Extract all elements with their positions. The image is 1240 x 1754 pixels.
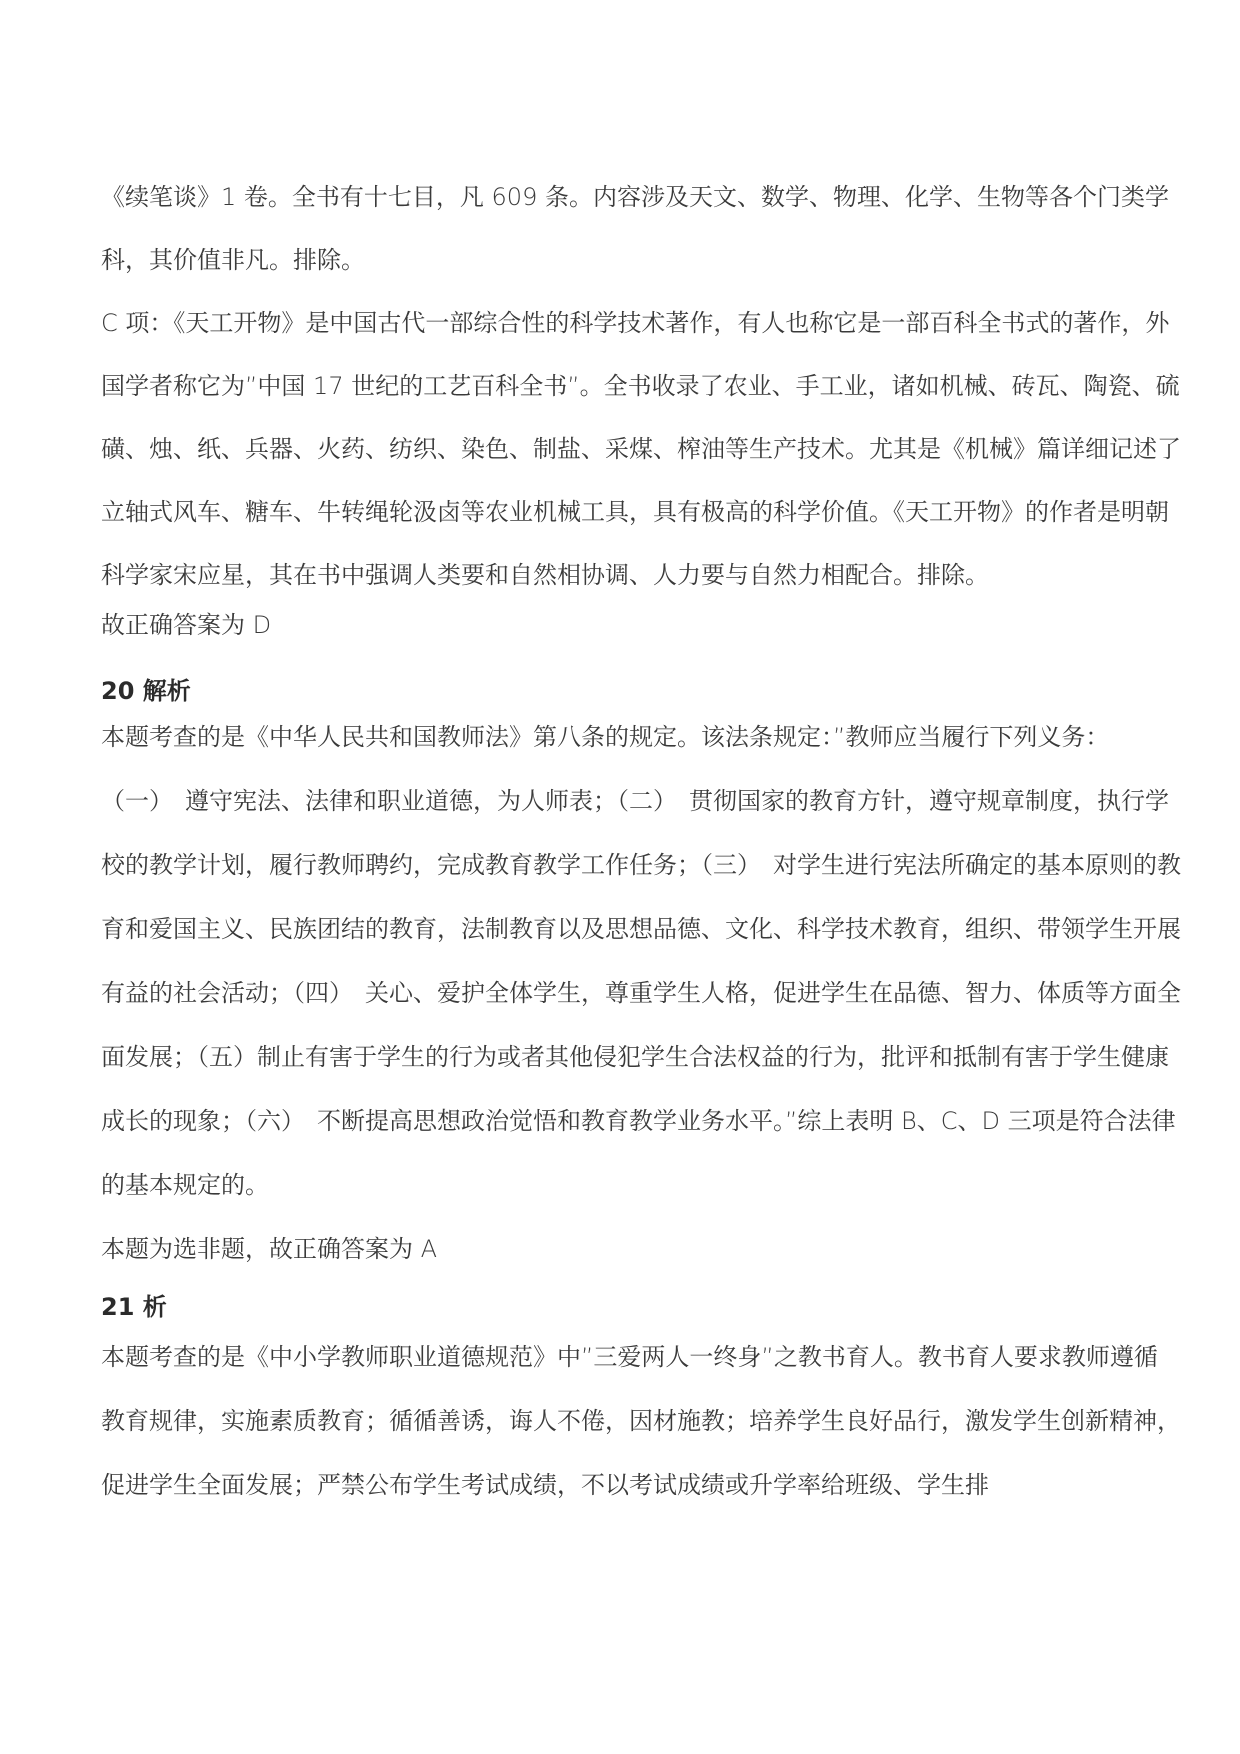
heading-21: 21 析 <box>101 1293 167 1321</box>
answer-19: 故正确答案为 D <box>101 611 272 639</box>
paragraph-21: 本题考查的是《中小学教师职业道德规范》中”三爱两人一终身”之教书育人。教书育人要求教师遵循教育规律，实施素质教育；循循善诱，诲人不倦，因材施教；培养学生良好品行，激发学生创新精神，促进学生全面发展；严禁公布学生考试成绩，不以考试成绩或升学率给班级、学生排 <box>101 1343 1181 1499</box>
heading-20: 20 解析 <box>101 677 191 705</box>
document-body <box>101 166 1181 1517</box>
paragraph-option-c: C 项：《天工开物》是中国古代一部综合性的科学技术著作，有人也称它是一部百科全书式的著作，外国学者称它为”中国 17 世纪的工艺百科全书”。全书收录了农业、手工业，诸如机械、砖瓦、陶瓷、硫磺、烛、纸、兵器、火药、纺织、染色、制盐、采煤、榨油等生产技术。尤其是《机械》篇详细记述了立轴式风车、糖车、牛转绳轮汲卤等农业机械工具，具有极高的科学价值。《天工开物》的作者是明朝科学家宋应星，其在书中强调人类要和自然相协调、人力要与自然力相配合。排除。 <box>101 309 1181 589</box>
answer-20: 本题为选非题，故正确答案为 A <box>101 1235 438 1263</box>
paragraph-20-intro: 本题考查的是《中华人民共和国教师法》第八条的规定。该法条规定：”教师应当履行下列义务： <box>101 723 1110 751</box>
paragraph-20-duties: （一） 遵守宪法、法律和职业道德，为人师表；（二） 贯彻国家的教育方针，遵守规章制度，执行学校的教学计划，履行教师聘约，完成教育教学工作任务；（三） 对学生进行宪法所确定的基本原则的教育和爱国主义、民族团结的教育，法制教育以及思想品德、文化、科学技术教育，组织、带领学生开展有益的社会活动；（四） 关心、爱护全体学生，尊重学生人格，促进学生在品德、智力、体质等方面全面发展；（五）制止有害于学生的行为或者其他侵犯学生合法权益的行为，批评和抵制有害于学生健康成长的现象；（六） 不断提高思想政治觉悟和教育教学业务水平。”综上表明 B、C、D 三项是符合法律的基本规定的。 <box>101 787 1181 1199</box>
paragraph-xubitan: 《续笔谈》1 卷。全书有十七目，凡 609 条。内容涉及天文、数学、物理、化学、生物等各个门类学科，其价值非凡。排除。 <box>101 183 1169 274</box>
